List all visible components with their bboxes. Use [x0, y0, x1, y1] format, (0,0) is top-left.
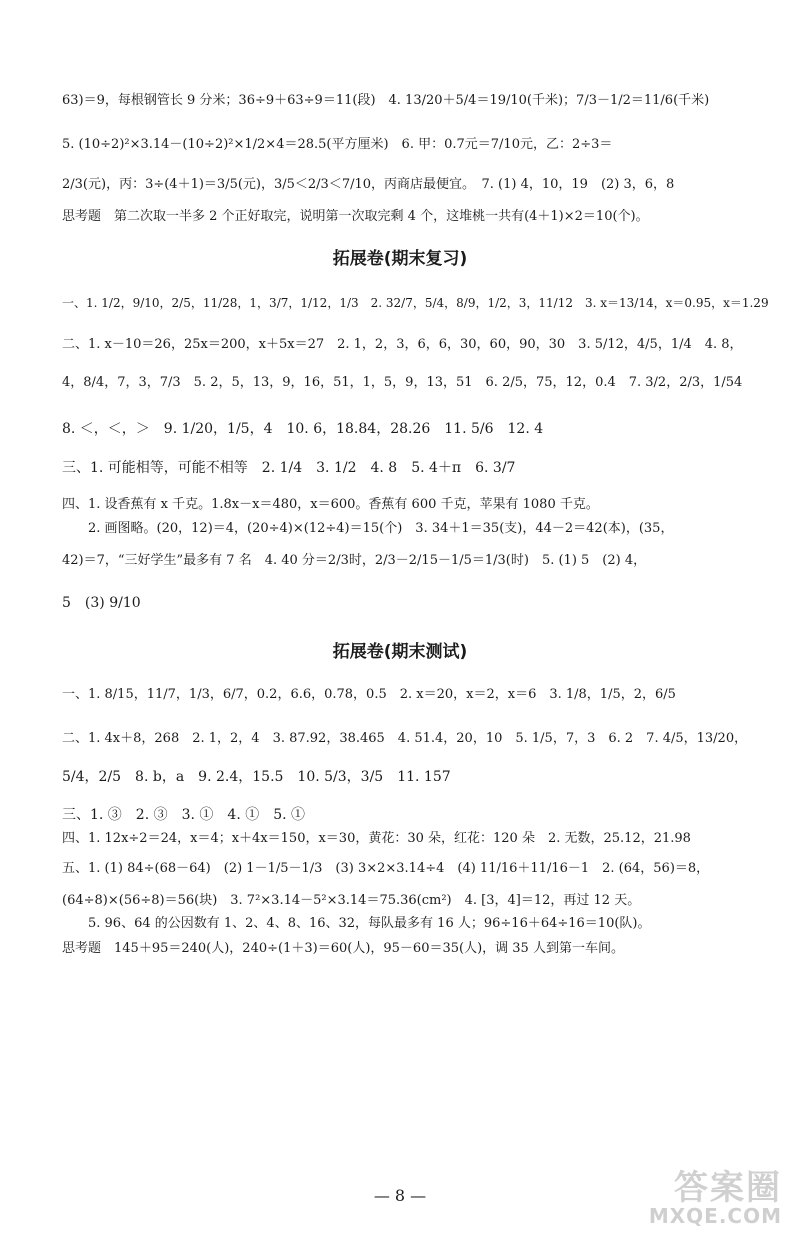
answer-line: 8. ＜，＜，＞ 9. 1/20，1/5，4 10. 6，18.84，28.26 11. 5/6 12. 4: [62, 421, 544, 437]
watermark-logo: 答案圈: [674, 1168, 782, 1208]
answer-line: 2. 画图略。(20，12)＝4，(20÷4)×(12÷4)＝15(个) 3. 34＋1＝35(支)，44－2＝42(本)，(35，: [62, 521, 674, 536]
answer-line: 四、1. 设香蕉有 x 千克。1.8x－x＝480，x＝600。香蕉有 600 千克，苹果有 1080 千克。: [62, 497, 599, 512]
watermark: [602, 1160, 782, 1230]
answer-line: 4，8/4，7，3，7/3 5. 2，5，13，9，16，51，1，5，9，13，51 6. 2/5，75，12，0.4 7. 3/2，2/3，1/54: [62, 375, 743, 390]
answer-line: 5. (10÷2)²×3.14－(10÷2)²×1/2×4＝28.5(平方厘米) 6. 甲：0.7元＝7/10元，乙：2÷3＝: [62, 137, 613, 152]
section-title-final-test: 拓展卷(期末测试): [332, 642, 468, 662]
answer-line: 思考题 第二次取一半多 2 个正好取完，说明第一次取完剩 4 个，这堆桃一共有(4＋1)×2＝10(个)。: [62, 209, 649, 224]
answer-line: 二、1. x－10＝26，25x＝200，x＋5x＝27 2. 1，2，3，6，6，30，60，90，30 3. 5/12，4/5，1/4 4. 8，: [62, 337, 743, 352]
answer-line: 42)＝7，“三好学生”最多有 7 名 4. 40 分＝2/3时，2/3－2/15－1/5＝1/3(时) 5. (1) 5 (2) 4，: [62, 553, 647, 568]
answer-line: 5 (3) 9/10: [62, 595, 141, 611]
answer-line: 2/3(元)，丙：3÷(4＋1)＝3/5(元)，3/5＜2/3＜7/10，丙商店最便宜。 7. (1) 4，10，19 (2) 3，6，8: [62, 177, 675, 192]
answer-line: 一、1. 8/15，11/7，1/3，6/7，0.2，6.6，0.78，0.5 2. x＝20，x＝2，x＝6 3. 1/8，1/5，2，6/5: [62, 687, 676, 702]
answer-line: 思考题 145＋95＝240(人)，240÷(1＋3)＝60(人)，95－60＝35(人)，调 35 人到第一车间。: [62, 941, 624, 956]
answer-line: 三、1. 可能相等，可能不相等 2. 1/4 3. 1/2 4. 8 5. 4＋π 6. 3/7: [62, 460, 516, 476]
answer-line: 四、1. 12x÷2＝24，x＝4；x＋4x＝150，x＝30，黄花：30 朵，红花：120 朵 2. 无数，25.12，21.98: [62, 831, 691, 846]
answer-line: 5/4，2/5 8. b，a 9. 2.4，15.5 10. 5/3，3/5 11. 157: [62, 769, 451, 785]
answer-line: (64÷8)×(56÷8)＝56(块) 3. 7²×3.14－5²×3.14＝75.36(cm²) 4. [3，4]＝12，再过 12 天。: [62, 893, 641, 908]
answer-line: 五、1. (1) 84÷(68－64) (2) 1－1/5－1/3 (3) 3×2×3.14÷4 (4) 11/16＋11/16－1 2. (64，56)＝8，: [62, 861, 710, 876]
answer-line: 5. 96、64 的公因数有 1、2、4、8、16、32，每队最多有 16 人；96÷16＋64÷16＝10(队)。: [62, 916, 651, 931]
answer-line: 一、1. 1/2，9/10，2/5，11/28，1，3/7，1/12，1/3 2. 32/7，5/4，8/9，1/2，3，11/12 3. x＝13/14，x＝0.95，x＝1.29: [62, 296, 769, 310]
watermark-url: MXQE.COM: [648, 1204, 782, 1228]
section-title-final-review: 拓展卷(期末复习): [332, 249, 468, 269]
answer-line: 二、1. 4x＋8，268 2. 1，2，4 3. 87.92，38.465 4. 51.4，20，10 5. 1/5，7，3 6. 2 7. 4/5，13/20，: [62, 731, 748, 746]
page-number: — 8 —: [373, 1186, 427, 1205]
answer-line: 三、1. ③ 2. ③ 3. ① 4. ① 5. ①: [62, 807, 306, 823]
answer-line: 63)＝9，每根钢管长 9 分米；36÷9＋63÷9＝11(段) 4. 13/20＋5/4＝19/10(千米)；7/3－1/2＝11/6(千米): [62, 93, 710, 108]
